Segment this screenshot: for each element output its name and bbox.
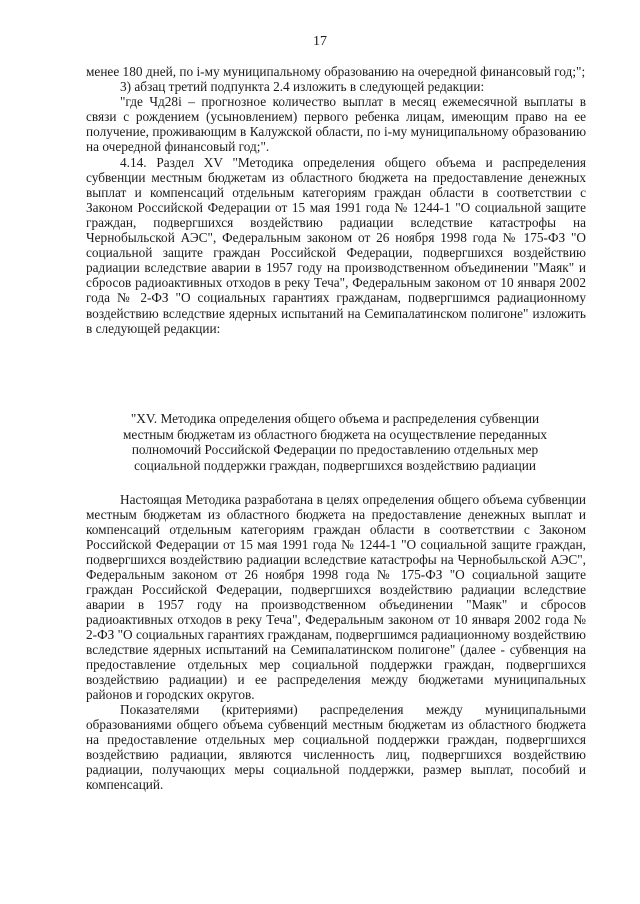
methodology-text (86, 492, 586, 792)
section-title-line: местным бюджетам из областного бюджета на осуществление переданных (122, 426, 548, 442)
page-number: 17 (313, 34, 327, 49)
paragraph-methodology-purpose: Настоящая Методика разработана в целях определения общего объема субвенции местным бюджетам из областного бюджета на предоставление денежных выплат и компенсаций отдельным категориям граждан области в соответствии с Законом Российской Федерации от 15 мая 1991 года № 1244-1 "О социальной защите граждан, подвергшихся воздействию радиации вследствие катастрофы на Чернобыльской АЭС", Федеральным законом от 26 ноября 1998 года № 175-ФЗ "О социальной защите граждан Российской Федерации, подвергшихся воздействию радиации вследствие аварии в 1957 году на производственном объединении "Маяк" и сбросов радиоактивных отходов в реку Теча", Федеральным законом от 10 января 2002 года № 2-ФЗ "О социальных гарантиях гражданам, подвергшимся радиационному воздействию вследствие ядерных испытаний на Семипалатинском полигоне" (далее - субвенция на предоставление отдельных мер социальной поддержки граждан, подвергшихся воздействию радиации) и ее распределения между бюджетами муниципальных районов и городских округов. (86, 492, 586, 702)
section-title-line: социальной поддержки граждан, подвергшихся воздействию радиации (134, 457, 536, 473)
section-title-line: полномочий Российской Федерации по предоставлению отдельных мер (131, 442, 539, 458)
paragraph-quote-chd28i: "где Чд28i – прогнозное количество выплат в месяц ежемесячной выплаты в связи с рождением (усыновлением) первого ребенка лицам, имеющим право на ее получение, проживающим в Калужской области, по i-му муниципальному образованию на очередной финансовый год;". (86, 94, 586, 155)
paragraph-item-4-14: 4.14. Раздел XV "Методика определения общего объема и распределения субвенции местным бюджетам из областного бюджета на предоставление денежных выплат и компенсаций отдельным категориям граждан области в соответствии с Законом Российской Федерации от 15 мая 1991 года № 1244-1 "О социальной защите граждан, подвергшихся воздействию радиации вследствие катастрофы на Чернобыльской АЭС", Федеральным законом от 26 ноября 1998 года № 175-ФЗ "О социальной защите граждан Российской Федерации, подвергшихся воздействию радиации вследствие аварии в 1957 году на производственном объединении "Маяк" и сбросов радиоактивных отходов в реку Теча", Федеральным законом от 10 января 2002 года № 2-ФЗ "О социальных гарантиях гражданам, подвергшимся радиационному воздействию вследствие ядерных испытаний на Семипалатинском полигоне" изложить в следующей редакции: (86, 154, 586, 336)
section-title (100, 411, 570, 473)
paragraph-distribution-criteria: Показателями (критериями) распределения между муниципальными образованиями общего объема субвенций местным бюджетам из областного бюджета на предоставление отдельных мер социальной поддержки граждан, подвергшихся воздействию радиации, являются численность лиц, подвергшихся воздействию радиации, получающих меры социальной поддержки, размер выплат, пособий и компенсаций. (86, 702, 586, 792)
paragraph-continuation: менее 180 дней, по i-му муниципальному образованию на очередной финансовый год;"; (86, 64, 586, 79)
section-title-line: "XV. Методика определения общего объема и распределения субвенции (130, 411, 540, 426)
amendment-text (86, 64, 586, 336)
paragraph-item-3: 3) абзац третий подпункта 2.4 изложить в следующей редакции: (120, 79, 485, 95)
